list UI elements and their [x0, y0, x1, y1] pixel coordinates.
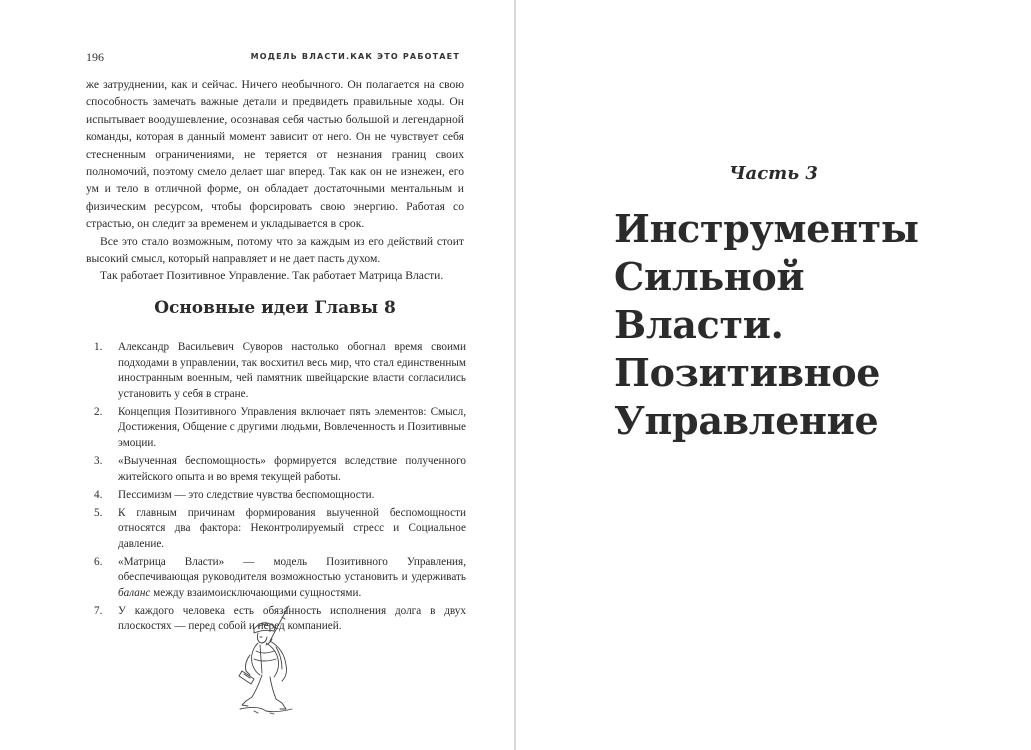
part-title-line: Управление: [614, 398, 879, 443]
list-text-part: «Матрица Власти» — модель Позитивного Управления, обеспечивающая руководителя возможностью установить и удерживать: [118, 555, 466, 584]
list-item: [94, 405, 466, 452]
list-item: [94, 555, 466, 602]
list-text: Александр Васильевич Суворов настолько обогнал время своими подходами в управлении, так восхитил весь мир, что стал единственным иностранным военным, чей памятник швейцарские власти согласились установить у себя в стране.: [118, 341, 466, 400]
list-number: 4.: [94, 488, 103, 501]
running-head: МОДЕЛЬ ВЛАСТИ.КАК ЭТО РАБОТАЕТ: [250, 52, 460, 61]
page-number: 196: [86, 50, 104, 64]
paragraph: же затруднении, как и сейчас. Ничего необычного. Он полагается на свою способность замечать важные детали и предвидеть правильные ходы. Он испытывает воодушевление, осознавая себя частью большой и легендарной команды, которая в данный момент зависит от него. Он не чувствует себя стесненным ограничениями, не теряется от незнания границ своих полномочий, поэтому смело делает шаг вперед. Так как он не изнежен, его ум и тело в отличной форме, он обладает достаточными ментальным и физическим ресурсом, чтобы форсировать свою энергию. Работая со страстью, он следит за временем и укладывается в срок.: [86, 78, 464, 231]
list-number: 2.: [94, 405, 103, 418]
list-number: 3.: [94, 454, 103, 467]
left-page: [0, 0, 514, 750]
part-title-line: Инструменты: [614, 206, 919, 251]
list-text: [118, 556, 466, 599]
list-number: 5.: [94, 506, 103, 519]
list-item: [94, 488, 466, 504]
list-item: [94, 454, 466, 485]
list-item: [94, 340, 466, 402]
key-ideas-list: [94, 340, 466, 637]
part-title-line: Власти.: [614, 302, 784, 347]
list-text: Концепция Позитивного Управления включает пять элементов: Смысл, Достижения, Общение с другими людьми, Вовлеченность и Позитивные эмоции.: [118, 405, 466, 449]
soldier-sketch-icon: [236, 605, 298, 715]
paragraph: Все это стало возможным, потому что за каждым из его действий стоит высокий смысл, который направляет и не дает пасть духом.: [86, 234, 464, 266]
list-number: 1.: [94, 341, 103, 353]
list-text-italic: баланс: [118, 586, 151, 599]
paragraph: Так работает Позитивное Управление. Так работает Матрица Власти.: [100, 269, 444, 283]
part-title-line: Позитивное: [614, 350, 881, 395]
part-label: Часть 3: [729, 163, 818, 184]
list-number: 7.: [94, 604, 103, 617]
section-title: Основные идеи Главы 8: [154, 298, 396, 318]
list-text: У каждого человека есть обязанность исполнения долга в двух плоскостях — перед собой и перед компанией.: [118, 604, 466, 633]
list-item: [94, 506, 466, 553]
list-text-part: между взаимоисключающими сущностями.: [150, 586, 362, 599]
body-text: [86, 76, 464, 285]
list-number: 6.: [94, 555, 103, 568]
part-title: [614, 205, 994, 445]
list-text: К главным причинам формирования выученной беспомощности относятся два фактора: Неконтролируемый стресс и Социальное давление.: [118, 506, 466, 550]
list-text: Пессимизм — это следствие чувства беспомощности.: [118, 488, 375, 501]
part-title-line: Сильной: [614, 254, 805, 299]
list-text: «Выученная беспомощность» формируется вследствие полученного житейского опыта и во время текущей работы.: [118, 454, 466, 483]
